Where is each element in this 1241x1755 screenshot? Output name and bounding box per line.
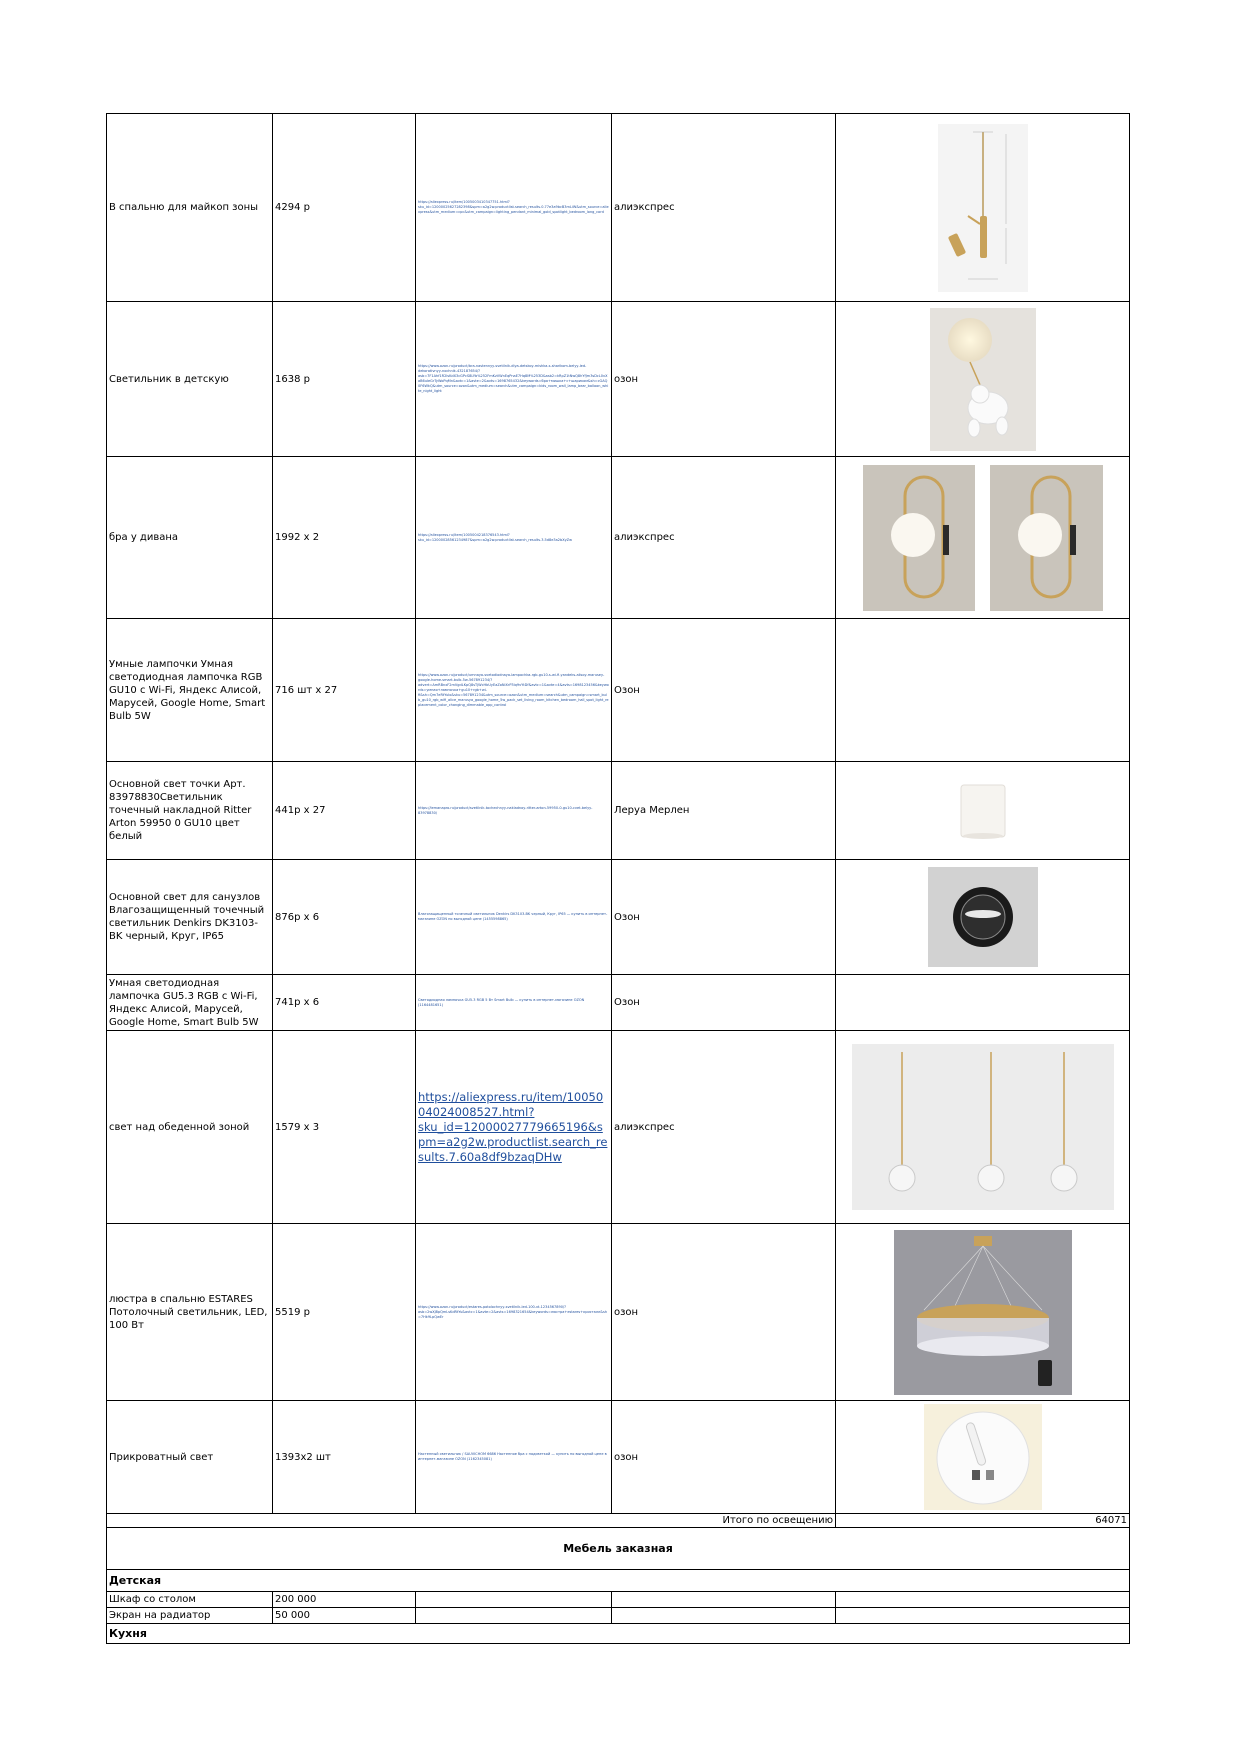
item-name: Умные лампочки Умная светодиодная лампочка RGB GU10 с Wi-Fi, Яндекс Алисой, Марусей, Google Home, Smart Bulb 5W <box>107 619 273 762</box>
item-shop: озон <box>612 1401 836 1514</box>
item-link[interactable]: https://aliexpress.ru/item/1005004024008527.html?sku_id=12000027779665196&spm=a2g2w.productlist.search_results.7.60a8df9bzaqDHw <box>416 1031 612 1224</box>
item-name: Шкаф со столом <box>107 1592 273 1608</box>
table-row <box>107 1224 1130 1401</box>
item-link[interactable]: Светодиодная лампочка GU5.3 RGB 5 Вт Smart Bulb — купить в интернет-магазине OZON (1164481651) <box>416 975 612 1031</box>
product-image-bear-lamp <box>836 302 1130 457</box>
item-name: Светильник в детскую <box>107 302 273 457</box>
item-price: 716 шт х 27 <box>273 619 416 762</box>
total-row <box>107 1514 1130 1528</box>
item-link[interactable]: Влагозащищенный точечный светильник Denkirs DK3103-BK черный, Круг, IP65 — купить в интернет-магазине OZON по выгодной цене (1455598865) <box>416 860 612 975</box>
product-image-empty <box>836 619 1130 762</box>
product-image-glass-pendants <box>836 1031 1130 1224</box>
item-price: 741р х 6 <box>273 975 416 1031</box>
item-link[interactable]: https://www.ozon.ru/product/bra-nastennyy-svetilnik-dlya-detskoy-mishka-s-sharikom-belyy-led-dekorativnyy-nochnik-432187654/?asb=7F1Ahf1R2lsKdX3cGPcS8LYb%252FmKzVWnEqPnaE7Hq8M%253D&asb2=kRpZ1tNwQ8hYfJm3sDcL0vXaB6uIeGrTyWoPqMn&avtc=1&avte=2&avts=1698765432&keywords=бра+мишка+с+шариком&sh=cGAQ0F6WkQ&utm_source=ozon&utm_medium=search&utm_campaign=kids_room_wall_lamp_bear_balloon_white_night_light <box>416 302 612 457</box>
item-link[interactable]: https://aliexpress.ru/item/1005003410347751.html?sku_id=12000025627282398&spm=a2g2w.productlist.search_results.0.77e3a9bcB3mLiW&utm_source=aliexpress&utm_medium=cpc&utm_campaign=lighting_pendant_minimal_gold_spotlight_bedroom_long_cord <box>416 114 612 302</box>
table-row <box>107 1031 1130 1224</box>
item-price: 441р х 27 <box>273 762 416 860</box>
table-row <box>107 860 1130 975</box>
item-name: Основной свет для санузлов Влагозащищенный точечный светильник Denkirs DK3103-BK черный, Круг, IP65 <box>107 860 273 975</box>
item-price: 50 000 <box>273 1608 416 1624</box>
item-name: свет над обеденной зоной <box>107 1031 273 1224</box>
item-shop: Озон <box>612 619 836 762</box>
table-row <box>107 1401 1130 1514</box>
item-shop: алиэкспрес <box>612 114 836 302</box>
group-title: Детская <box>107 1570 1130 1592</box>
total-label: Итого по освещению <box>107 1514 836 1528</box>
table-row <box>107 1608 1130 1624</box>
item-name: бра у дивана <box>107 457 273 619</box>
item-price: 5519 р <box>273 1224 416 1401</box>
product-image-spotlight-black <box>836 860 1130 975</box>
section-title: Мебель заказная <box>107 1528 1130 1570</box>
item-shop: алиэкспрес <box>612 1031 836 1224</box>
table-row <box>107 762 1130 860</box>
group-row <box>107 1624 1130 1644</box>
item-shop: Озон <box>612 975 836 1031</box>
item-name: Прикроватный свет <box>107 1401 273 1514</box>
item-name: люстра в спальню ESTARES Потолочный светильник, LED, 100 Вт <box>107 1224 273 1401</box>
total-value: 64071 <box>836 1514 1130 1528</box>
product-image-pendant <box>836 114 1130 302</box>
product-image-crystal-chandelier <box>836 1224 1130 1401</box>
item-shop: озон <box>612 1224 836 1401</box>
item-shop: озон <box>612 302 836 457</box>
item-shop: алиэкспрес <box>612 457 836 619</box>
group-title: Кухня <box>107 1624 1130 1644</box>
product-image-spotlight-white <box>836 762 1130 860</box>
product-image-bedside-light <box>836 1401 1130 1514</box>
item-name: Основной свет точки Арт. 83978830Светильник точечный накладной Ritter Arton 59950 0 GU10 цвет белый <box>107 762 273 860</box>
item-price: 1393х2 шт <box>273 1401 416 1514</box>
spreadsheet <box>106 113 1129 1644</box>
item-price: 876р х 6 <box>273 860 416 975</box>
item-name: Умная светодиодная лампочка GU5.3 RGB с Wi-Fi, Яндекс Алисой, Марусей, Google Home, Smart Bulb 5W <box>107 975 273 1031</box>
item-price: 200 000 <box>273 1592 416 1608</box>
item-price: 1579 х 3 <box>273 1031 416 1224</box>
product-image-empty <box>836 975 1130 1031</box>
item-name: Экран на радиатор <box>107 1608 273 1624</box>
item-shop: Леруа Мерлен <box>612 762 836 860</box>
item-price: 1638 р <box>273 302 416 457</box>
table-row <box>107 975 1130 1031</box>
item-shop: Озон <box>612 860 836 975</box>
lighting-table <box>106 113 1130 1644</box>
table-row <box>107 619 1130 762</box>
table-row <box>107 302 1130 457</box>
product-image-sconce <box>836 457 1130 619</box>
item-link[interactable]: https://lemanapro.ru/product/svetilnik-tochechnyy-nakladnoy-ritter-arton-59950-0-gu10-cvet-belyy-83978830/ <box>416 762 612 860</box>
section-row <box>107 1528 1130 1570</box>
item-link[interactable]: https://www.ozon.ru/product/estares-potolochnyy-svetilnik-led-100-vt-1234567890/?asb=2wXJ8pQmLsKdRtYu&avtc=1&avte=2&avts=1698321654&keywords=люстра+estares+кристалл&sh=7Hk9LpQwEr <box>416 1224 612 1401</box>
table-row <box>107 114 1130 302</box>
item-name: В спальню для майкоп зоны <box>107 114 273 302</box>
group-row <box>107 1570 1130 1592</box>
table-row <box>107 457 1130 619</box>
item-link[interactable]: Настенный светильник / SAUVICHOM 6686 Настенное бра с подсветкой — купить по выгодной цене в интернет-магазине OZON (1162345081) <box>416 1401 612 1514</box>
item-link[interactable]: https://aliexpress.ru/item/1005004218376543.html?sku_id=12000028561234987&spm=a2g2w.productlist.search_results.3.5d8e3a2bXyZw <box>416 457 612 619</box>
item-link[interactable]: https://www.ozon.ru/product/umnaya-svetodiodnaya-lampochka-rgb-gu10-s-wi-fi-yandeks-alisoy-marusey-google-home-smart-bulb-5w-567891234/?advert=AmRBnxF2mVgdLKpQ8sTjWcHbUyEaZoNiXrP3lq9vYtDf&avtc=1&avte=4&avts=1698123456&keywords=умная+лампочка+gu10+rgb+wi-fi&sh=Qm7eRtYuIo&sku=567891234&utm_source=ozon&utm_medium=search&utm_campaign=smart_bulb_gu10_rgb_wifi_alice_marusya_google_home_5w_pack_set_living_room_kitchen_bedroom_hall_spot_light_replacement_color_changing_dimmable_app_control <box>416 619 612 762</box>
item-price: 1992 х 2 <box>273 457 416 619</box>
table-row <box>107 1592 1130 1608</box>
item-price: 4294 р <box>273 114 416 302</box>
